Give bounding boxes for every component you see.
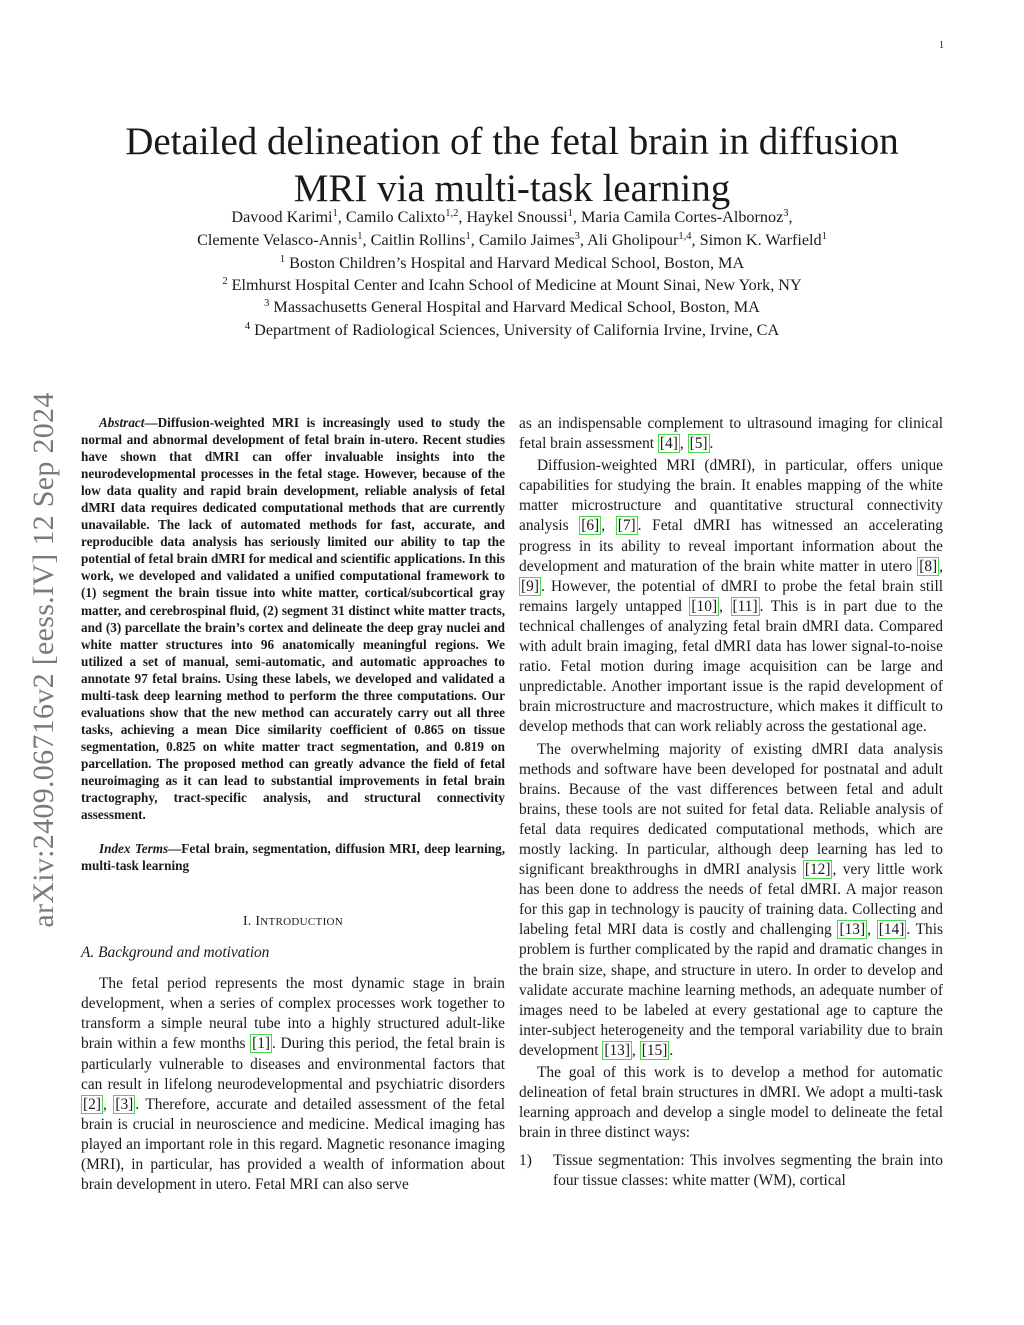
citation-link[interactable]: [4] (659, 435, 678, 453)
affiliation-sup: 4 (244, 320, 251, 332)
citation-link[interactable]: [2] (83, 1095, 101, 1113)
affiliation-sup: 3 (264, 298, 270, 310)
paragraph-text: , (632, 1041, 640, 1059)
affiliation-list (80, 252, 944, 341)
citation-link[interactable]: [6] (581, 517, 600, 535)
paragraph (519, 414, 943, 454)
author-affil-sup: 3 (783, 208, 789, 219)
title-line-1: Detailed delineation of the fetal brain in diffusion (125, 120, 899, 164)
author-affil-sup: 1 (357, 231, 363, 242)
list-item-text: Tissue segmentation: This involves segmenting the brain into four tissue classes: white matter (WM), cortical (553, 1152, 943, 1190)
paragraph-text: The fetal period represents the most dynamic stage in brain development, when a series of complex processes work together to transform a simple neural tube into a highly structured adult-like brain within a few months (81, 975, 505, 1053)
abstract-text: —Diffusion-weighted MRI is increasingly used to study the normal and abnormal development of fetal brain in-utero. Recent studies have shown that dMRI can offer invaluable insights into the neurodevelopmental processes in the fetal stage. However, because of the low data quality and rapid brain development, reliable analysis of fetal dMRI data requires dedicated computational methods that are currently unavailable. The lack of automated methods for fast, accurate, and reproducible data analysis has seriously limited our ability to tap the potential of fetal brain dMRI for medical and scientific applications. In this work, we developed and validated a unified computational framework to (1) segment the brain tissue into white matter, cortical/subcortical gray matter, and cerebrospinal fluid, (2) segment 31 distinct white matter tracts, and (3) parcellate the brain’s cortex and delineate the deep gray nuclei and white matter structures into 96 anatomically meaningful regions. We utilized a set of manual, semi-automatic, and automatic approaches to annotate 97 fetal brains. Using these labels, we developed and validated a multi-task deep learning method to perform the three computations. Our evaluations show that the new method can accurately carry out all three tasks, achieving a mean Dice similarity coefficient of 0.865 on tissue segmentation, 0.825 on white matter tract segmentation, and 0.819 on parcellation. The proposed method can greatly advance the field of fetal neuroimaging as it can lead to substantial improvements in fetal brain tractography, tract-specific analysis, and structural connectivity assessment. (81, 415, 505, 823)
affiliation-text: Massachusetts General Hospital and Harvard Medical School, Boston, MA (273, 298, 760, 317)
citation-link[interactable]: [13] (604, 1041, 630, 1059)
paragraph-text: . Therefore, accurate and detailed assessment of the fetal brain is crucial in neuroscience and medicine. Medical imaging has played an important role in this regard. Magnetic resonance imaging (MRI), in particular, has provided a wealth of information about brain development in utero. Fetal MRI can also serve (81, 1095, 506, 1194)
list-item (519, 1151, 943, 1191)
paragraph-text: , (601, 517, 616, 535)
paragraph-text: The overwhelming majority of existing dMRI data analysis methods and software have been developed for postnatal and adult brains. Because of the vast differences between fetal and adult brains, these tools are not suited for fetal data. Reliable analysis of fetal data requires dedicated computational methods, which are mostly lacking. In particular, although deep learning has led to significant breakthroughs in dMRI analysis (519, 740, 943, 879)
author-name: Haykel Snoussi (466, 208, 568, 226)
paragraph-text: , (719, 597, 731, 615)
index-terms-text: —Fetal brain, segmentation, diffusion MRI, deep learning, multi-task learning (81, 841, 505, 874)
section-title-rest: NTRODUCTION (260, 916, 344, 929)
affiliation-text: Boston Children’s Hospital and Harvard Medical School, Boston, MA (289, 254, 745, 272)
author-name: Simon K. Warfield (699, 231, 822, 249)
author-affil-sup: 1,4 (678, 231, 692, 242)
paper-title (80, 118, 944, 212)
list-number: 1) (519, 1152, 532, 1170)
right-column (519, 414, 943, 1192)
paragraph-text: . This is in part due to the technical challenges of analyzing fetal brain dMRI data. Compared with adult brain imaging, fetal dMRI data has lower signal-to-noise ratio. Fetal motion during image acquisition can be large and unpredictable. Another important issue is the rapid development of brain microstructure and macrostructure, which makes it difficult to develop methods that can work reliably across the gestational age. (519, 597, 943, 736)
citation-link[interactable]: [8] (919, 557, 938, 575)
arxiv-identifier: arXiv:2409.06716v2 [eess.IV] 12 Sep 2024 (27, 392, 60, 928)
author-list: Davood Karimi$^1$, Camilo Calixto$^{1,2}$, Haykel Snoussi$^1$, Maria Camila Cortes-Albornoz$^3$, Clemente Velasco-Annis$^1$, Caitlin Rollins$^1$, Camilo Jaimes$^3$, Ali Gholipour$^{1,4}$, Simon K. Warfield$^1$ (197, 208, 827, 249)
affiliation-sup: 2 (222, 276, 228, 288)
author-affil-sup: 1 (465, 231, 471, 242)
citation-link[interactable]: [15] (641, 1041, 668, 1059)
author-name: Camilo Jaimes (478, 231, 575, 249)
index-terms-label: Index Terms (99, 841, 169, 857)
author-name: Clemente Velasco-Annis (197, 231, 358, 249)
citation-link[interactable]: [7] (617, 517, 636, 535)
citation-link[interactable]: [14] (878, 921, 905, 939)
author-name: Ali Gholipour (587, 231, 679, 249)
citation-link[interactable]: [12] (804, 861, 831, 879)
paragraph: The goal of this work is to develop a method for automatic delineation of fetal brain structures in dMRI. We adopt a multi-task learning approach and develop a single model to delineate the fetal brain in three distinct ways: (519, 1064, 943, 1142)
paragraph-text: , (939, 557, 943, 575)
author-affil-sup: 3 (574, 231, 580, 242)
paragraph-text: . (669, 1041, 674, 1059)
paragraph-text: . However, the potential of dMRI to probe the fetal brain still remains largely untapped (519, 577, 943, 615)
left-column (81, 414, 505, 1195)
paragraph-text: , very little work has been done to address the needs of fetal dMRI. A major reason for this gap in technology is paucity of training data. Collecting and labeling fetal MRI data is costly and challenging (519, 861, 943, 939)
author-name: Davood Karimi (231, 208, 333, 226)
affiliation-item (80, 252, 944, 274)
section-heading (81, 913, 505, 929)
affiliation-item (80, 274, 944, 296)
citation-link[interactable]: [10] (691, 597, 718, 615)
author-name: Camilo Calixto (345, 208, 446, 226)
citation-link[interactable]: [11] (732, 597, 758, 615)
paragraph-text: as an indispensable complement to ultrasound imaging for clinical fetal brain assessment (519, 415, 943, 453)
affiliation-text: Department of Radiological Sciences, University of California Irvine, Irvine, CA (254, 320, 780, 339)
affiliation-item (80, 296, 944, 318)
paragraph-text: , (679, 435, 688, 453)
author-affil-sup: 1,2 (445, 208, 459, 219)
paragraph-text: . During this period, the fetal brain is particularly vulnerable to diseases and environmental factors that can result in lifelong neurodevelopmental and psychiatric disorders (81, 1035, 505, 1093)
title-line-2: MRI via multi-task learning (293, 167, 731, 211)
index-terms (81, 840, 505, 874)
affiliation-item (80, 319, 944, 341)
section-number: I. (242, 913, 256, 929)
citation-link[interactable]: [5] (689, 435, 708, 453)
paragraph-text: . Fetal dMRI has witnessed an accelerating progress in its ability to reveal important information about the development and maturation of the brain white matter in utero (519, 517, 943, 575)
paragraph-text: . This problem is further complicated by the rapid and dramatic changes in the brain size, shape, and structure in utero. In order to develop and validate accurate machine learning methods, an adequate number of images need to be labeled at every gestational age to capture the inter-subject heterogeneity and the temporal variability due to brain development (519, 921, 943, 1059)
paragraph (519, 740, 943, 1062)
paragraph-text: , (867, 921, 877, 939)
author-affil-sup: 1 (332, 208, 338, 219)
affiliation-sup: 1 (279, 254, 286, 265)
citation-link[interactable]: [13] (839, 921, 866, 939)
author-name: Caitlin Rollins (370, 231, 466, 249)
author-affil-sup: 1 (821, 231, 827, 242)
author-name: Maria Camila Cortes-Albornoz (581, 208, 784, 226)
affiliation-text: Elmhurst Hospital Center and Icahn School of Medicine at Mount Sinai, New York, NY (231, 276, 802, 295)
paragraph-text: . (709, 435, 714, 453)
abstract (81, 414, 505, 823)
citation-link[interactable]: [1] (252, 1035, 271, 1053)
section-title-initial: I (255, 913, 261, 929)
paragraph (81, 974, 505, 1195)
abstract-label: Abstract (99, 415, 145, 430)
citation-link[interactable]: [9] (521, 577, 539, 595)
paragraph (519, 456, 943, 737)
paragraph-text: Diffusion-weighted MRI (dMRI), in particular, offers unique capabilities for studying the brain. It enables mapping of the white matter microstructure and quantitative structural connectivity analysis (519, 457, 943, 535)
page-number: 1 (939, 40, 944, 51)
paragraph-text: , (102, 1095, 114, 1113)
author-affil-sup: 1 (567, 208, 573, 219)
citation-link[interactable]: [3] (115, 1095, 134, 1113)
subsection-heading: A. Background and motivation (81, 944, 270, 962)
